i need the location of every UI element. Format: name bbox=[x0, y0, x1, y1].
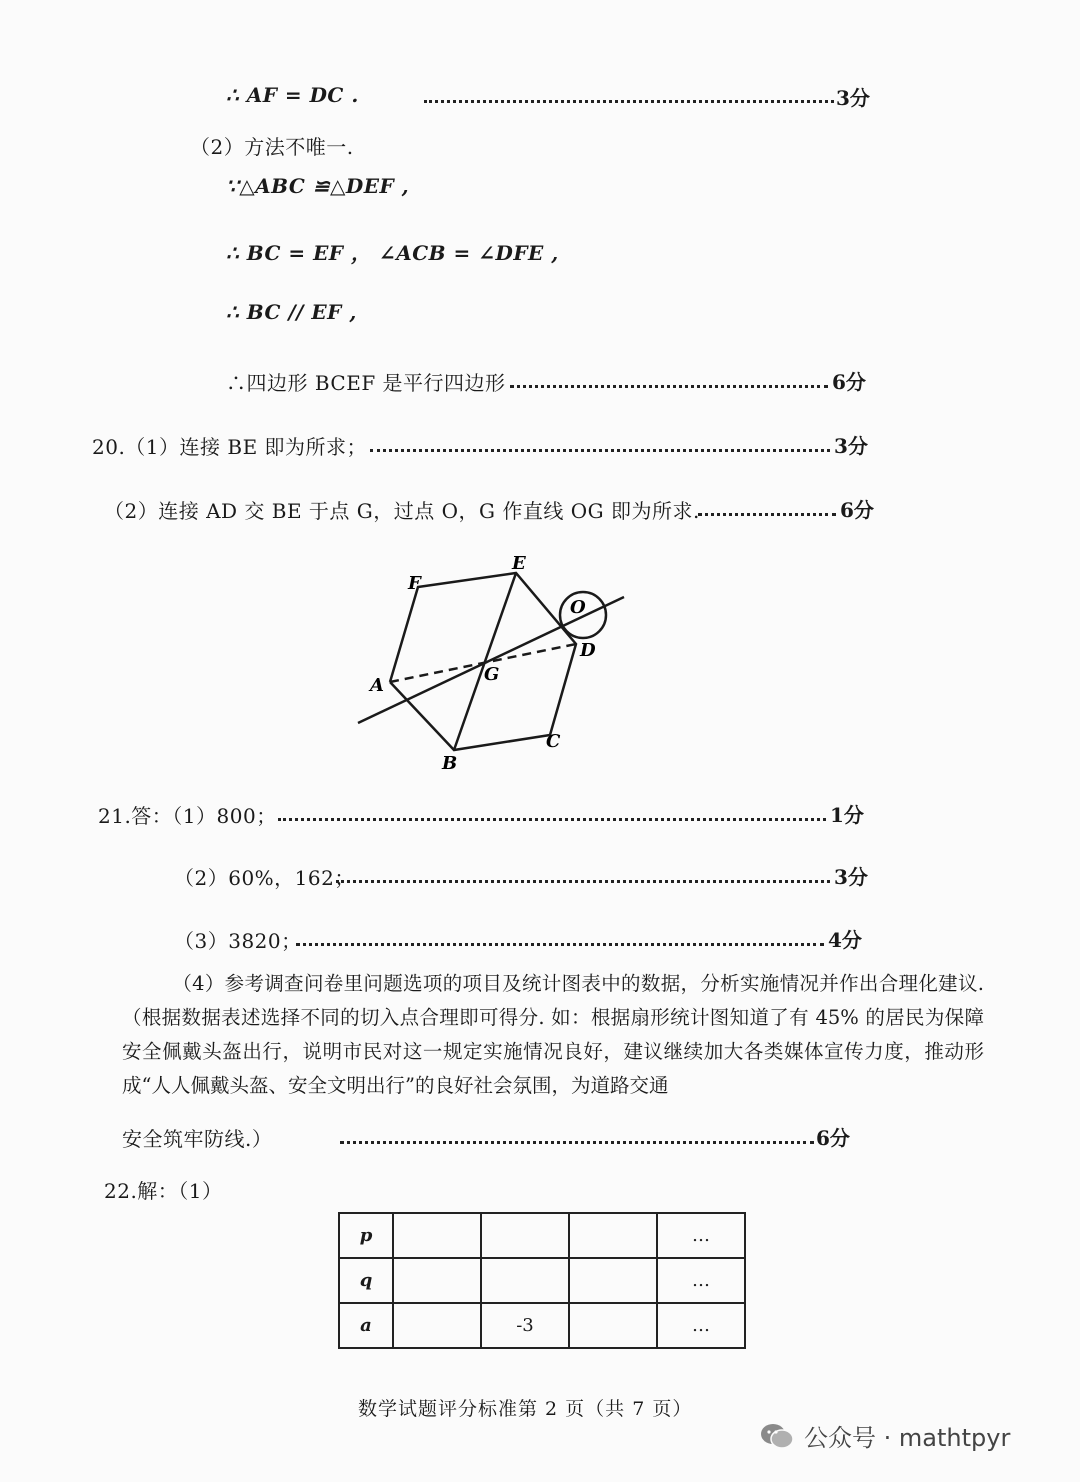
leader-dots bbox=[278, 816, 826, 821]
table-row bbox=[339, 1258, 745, 1303]
q19-line5: ∴四边形 BCEF 是平行四边形 bbox=[226, 371, 506, 395]
label-o: O bbox=[570, 597, 586, 618]
label-f: F bbox=[408, 573, 421, 594]
score-label: 6分 bbox=[816, 1126, 850, 1150]
q21-part3: （3）3820； bbox=[174, 929, 302, 953]
score-label: 3分 bbox=[834, 434, 868, 458]
watermark bbox=[760, 1418, 1010, 1453]
score-label: 6分 bbox=[832, 370, 866, 394]
label-d: D bbox=[580, 640, 596, 661]
table-row bbox=[339, 1213, 745, 1258]
q22-label: 22.解：（1） bbox=[104, 1179, 223, 1203]
q19-line2: ∵△ABC ≌△DEF , bbox=[226, 174, 410, 198]
wechat-icon bbox=[760, 1422, 794, 1450]
q19-line3: ∴ BC = EF ， ∠ACB = ∠DFE , bbox=[226, 241, 559, 265]
q20-part1: 20.（1）连接 BE 即为所求； bbox=[92, 435, 368, 459]
score-label: 4分 bbox=[828, 928, 862, 952]
label-a: A bbox=[370, 675, 384, 696]
leader-dots bbox=[370, 447, 830, 452]
q20-part2: （2）连接 AD 交 BE 于点 G，过点 O，G 作直线 OG 即为所求. bbox=[104, 499, 700, 523]
label-e: E bbox=[512, 553, 526, 574]
table-cell bbox=[393, 1303, 481, 1348]
row-header: p bbox=[339, 1213, 393, 1258]
label-g: G bbox=[484, 664, 500, 685]
table-cell bbox=[393, 1213, 481, 1258]
table-cell bbox=[569, 1303, 657, 1348]
score-label: 1分 bbox=[830, 803, 864, 827]
table-cell bbox=[393, 1258, 481, 1303]
table-cell bbox=[569, 1213, 657, 1258]
label-c: C bbox=[546, 731, 561, 752]
table-cell: … bbox=[657, 1213, 745, 1258]
label-b: B bbox=[442, 753, 458, 774]
score-label: 3分 bbox=[834, 865, 868, 889]
table-cell: … bbox=[657, 1258, 745, 1303]
table-cell bbox=[569, 1258, 657, 1303]
leader-dots bbox=[340, 1139, 814, 1144]
leader-dots bbox=[424, 98, 834, 103]
value-table bbox=[338, 1212, 746, 1349]
geometry-figure bbox=[340, 545, 640, 780]
page-footer: 数学试题评分标准第 2 页（共 7 页） bbox=[358, 1398, 693, 1420]
table-cell: … bbox=[657, 1303, 745, 1348]
table-cell bbox=[481, 1258, 569, 1303]
table-cell: -3 bbox=[481, 1303, 569, 1348]
q19-part2-label: （2）方法不唯一. bbox=[190, 135, 354, 159]
row-header: q bbox=[339, 1258, 393, 1303]
hexagon-outline bbox=[390, 573, 576, 750]
table-cell bbox=[481, 1213, 569, 1258]
leader-dots bbox=[510, 383, 828, 388]
leader-dots bbox=[296, 941, 824, 946]
row-header: a bbox=[339, 1303, 393, 1348]
score-label: 6分 bbox=[840, 498, 874, 522]
q21-part4-last: 安全筑牢防线.） bbox=[122, 1127, 273, 1151]
leader-dots bbox=[336, 878, 830, 883]
table-row bbox=[339, 1303, 745, 1348]
leader-dots bbox=[698, 511, 836, 516]
q21-part4-paragraph: （4）参考调查问卷里问题选项的项目及统计图表中的数据，分析实施情况并作出合理化建议.（根据数据表述选择不同的切入点合理即可得分. 如：根据扇形统计图知道了有 45% 的居民为保障安全佩戴头盔出行，说明市民对这一规定实施情况良好，建议继续加大各类媒体宣传力度，推动形成“人人佩戴头盔、安全文明出行”的良好社会氛围，为道路交通 bbox=[122, 972, 984, 1097]
watermark-text: 公众号 · mathtpyr bbox=[804, 1424, 1011, 1452]
q19-line4: ∴ BC // EF , bbox=[226, 300, 357, 324]
q19-line1: ∴ AF = DC . bbox=[226, 83, 359, 107]
q21-part1: 21.答：（1）800； bbox=[98, 804, 277, 828]
score-label: 3分 bbox=[836, 86, 870, 110]
q21-part2: （2）60%，162； bbox=[174, 866, 355, 890]
